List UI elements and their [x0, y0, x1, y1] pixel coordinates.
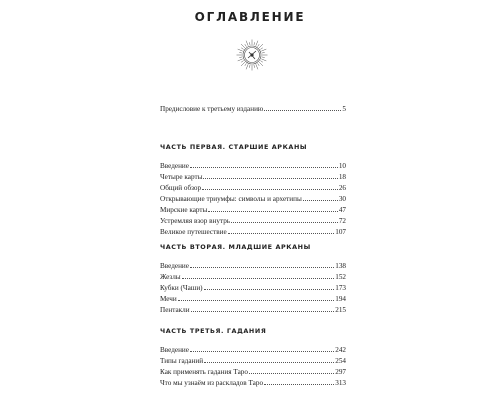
toc-entry-label: Мечи — [160, 295, 177, 303]
toc-entry[interactable] — [160, 345, 346, 356]
toc-entry-page: 72 — [338, 217, 346, 225]
part-one-section — [160, 142, 346, 238]
toc-entry-label: Открывающие триумфы: символы и архетипы — [160, 195, 302, 203]
toc-entry-page: 5 — [342, 105, 346, 113]
part-heading: ЧАСТЬ ВТОРАЯ. МЛАДШИЕ АРКАНЫ — [160, 243, 311, 251]
toc-entry-page: 30 — [338, 195, 346, 203]
part-two-section — [160, 242, 346, 316]
toc-entry-page: 242 — [335, 346, 346, 354]
toc-entry[interactable] — [160, 305, 346, 316]
toc-entry-label: Введение — [160, 262, 189, 270]
dot-leader — [303, 200, 338, 201]
dot-leader — [264, 110, 341, 111]
toc-entry[interactable] — [160, 183, 346, 194]
toc-entry-preface[interactable] — [160, 104, 346, 115]
toc-entry[interactable] — [160, 261, 346, 272]
toc-entry-label: Что мы узнаём из раскладов Таро — [160, 379, 264, 387]
dot-leader — [228, 233, 335, 234]
dot-leader — [204, 362, 334, 363]
dot-leader — [204, 289, 335, 290]
toc-entry-page: 194 — [335, 295, 346, 303]
toc-entry[interactable] — [160, 194, 346, 205]
toc-entry[interactable] — [160, 172, 346, 183]
toc-entry-label: Великое путешествие — [160, 228, 227, 236]
dot-leader — [203, 178, 337, 179]
toc-entry-label: Как применять гадания Таро — [160, 368, 248, 376]
toc-entry-label: Введение — [160, 346, 189, 354]
toc-entry[interactable] — [160, 227, 346, 238]
dot-leader — [231, 222, 338, 223]
part-three-section — [160, 326, 346, 389]
page-title: ОГЛАВЛЕНИЕ — [194, 10, 306, 24]
preface-section — [160, 104, 346, 115]
dot-leader — [202, 189, 338, 190]
toc-entry-label: Кубки (Чаши) — [160, 284, 203, 292]
toc-entry[interactable] — [160, 356, 346, 367]
toc-entry-label: Пентакли — [160, 306, 190, 314]
toc-entry-page: 26 — [338, 184, 346, 192]
toc-entry-page: 215 — [335, 306, 346, 314]
dot-leader — [190, 167, 338, 168]
toc-entry-page: 313 — [335, 379, 346, 387]
toc-entry[interactable] — [160, 283, 346, 294]
toc-entry-page: 47 — [338, 206, 346, 214]
toc-entry[interactable] — [160, 205, 346, 216]
toc-entry-label: Устремляя взор внутрь — [160, 217, 231, 225]
toc-entry-label: Введение — [160, 162, 189, 170]
toc-entry-page: 10 — [338, 162, 346, 170]
dot-leader — [190, 351, 334, 352]
toc-entry[interactable] — [160, 216, 346, 227]
toc-entry-label: Предисловие к третьему изданию — [160, 105, 264, 113]
toc-entry-page: 152 — [335, 273, 346, 281]
toc-entry-label: Общий обзор — [160, 184, 202, 192]
toc-entry[interactable] — [160, 378, 346, 389]
toc-entry-label: Четыре карты — [160, 173, 203, 181]
dot-leader — [190, 267, 334, 268]
toc-entry[interactable] — [160, 272, 346, 283]
dot-leader — [178, 300, 334, 301]
toc-entry[interactable] — [160, 367, 346, 378]
toc-entry-label: Типы гаданий — [160, 357, 204, 365]
toc-entry[interactable] — [160, 294, 346, 305]
dot-leader — [208, 211, 337, 212]
toc-entry-page: 254 — [335, 357, 346, 365]
dot-leader — [264, 384, 334, 385]
sun-emblem-icon — [235, 38, 269, 72]
toc-entry[interactable] — [160, 161, 346, 172]
dot-leader — [249, 373, 334, 374]
part-heading: ЧАСТЬ ТРЕТЬЯ. ГАДАНИЯ — [160, 327, 267, 335]
toc-entry-label: Мирские карты — [160, 206, 208, 214]
part-heading: ЧАСТЬ ПЕРВАЯ. СТАРШИЕ АРКАНЫ — [160, 143, 308, 151]
toc-entry-page: 297 — [335, 368, 346, 376]
dot-leader — [182, 278, 335, 279]
toc-entry-page: 138 — [335, 262, 346, 270]
toc-entry-page: 107 — [335, 228, 346, 236]
toc-entry-page: 18 — [338, 173, 346, 181]
dot-leader — [191, 311, 335, 312]
toc-entry-label: Жезлы — [160, 273, 181, 281]
toc-entry-page: 173 — [335, 284, 346, 292]
